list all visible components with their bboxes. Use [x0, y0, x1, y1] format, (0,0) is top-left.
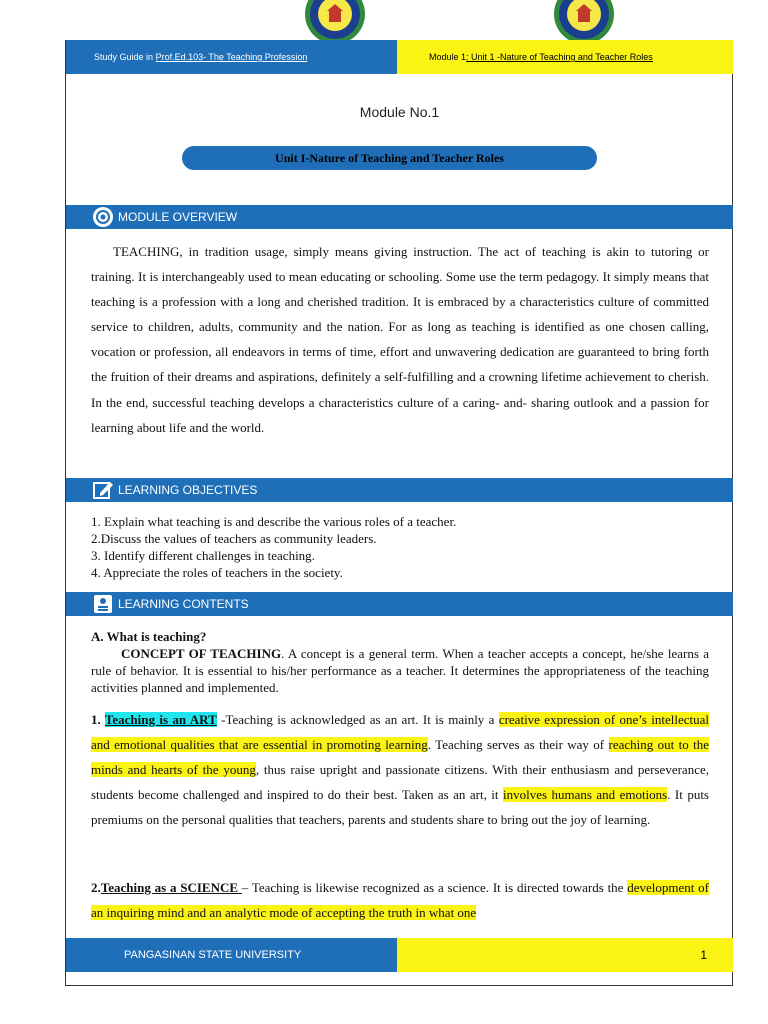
contents-intro: [91, 628, 709, 696]
document-list-icon: [92, 593, 114, 615]
module-number: Module No.1: [359, 104, 440, 120]
science-title: Teaching as a SCIENCE: [100, 880, 242, 895]
header-unit-link[interactable]: : Unit 1 -Nature of Teaching and Teacher Roles: [466, 52, 653, 62]
objective-item: 2.Discuss the values of teachers as community leaders.: [91, 531, 377, 546]
footer-university: PANGASINAN STATE UNIVERSITY: [66, 938, 397, 972]
section-bar-objectives: [66, 478, 733, 502]
header-module: [397, 40, 733, 74]
section-title-objectives: LEARNING OBJECTIVES: [118, 483, 258, 497]
edit-note-icon: [92, 479, 114, 501]
unit-title: Unit I-Nature of Teaching and Teacher Roles: [182, 146, 597, 170]
science-text-1: – Teaching is likewise recognized as a science. It is directed towards the: [241, 880, 628, 895]
objective-item: 1. Explain what teaching is and describe the various roles of a teacher.: [91, 514, 457, 529]
art-text-2: . Teaching serves as their way of: [427, 737, 609, 753]
section-bar-overview: [66, 205, 733, 229]
header-course: [66, 40, 397, 74]
heading-what-is-teaching: A. What is teaching?: [91, 629, 207, 644]
concept-text: . A concept is a general term. When a teacher accepts a concept, he/she learns a rule of behavior. It is essential to his/her performance as a teacher. It determines the appropriateness of the teaching activities planned and implemented.: [91, 646, 709, 695]
art-text-3: , thus raise upright and passionate citizens. With their enthusiasm and perseverance, students become challenged and inspired to do their best. Taken as an art, it: [91, 762, 709, 803]
art-highlight-2: reaching out to the minds and hearts of the young: [91, 737, 709, 778]
header-module-prefix: Module 1: [429, 52, 467, 62]
overview-text: TEACHING, in tradition usage, simply means giving instruction. The act of teaching is akin to tutoring or training. It is interchangeably used to mean educating or schooling. Some use the term pedagogy. It simply means that teaching is a profession with a long and cherished tradition. It is embraced by a characteristics culture of committed service to children, adults, community and the nation. For as long as teaching is identified as one chosen calling, vocation or profession, all endeavors in terms of time, effort and unwavering dedication are guaranteed to bring forth the fruition of their dreams and aspirations, definitely a self-fulfilling and a crowning lifetime achievement to cherish. In the end, successful teaching develops a characteristics culture of a caring- and- sharing outlook and a passion for learning about life and the world.: [91, 244, 709, 435]
page-number: 1: [397, 938, 733, 972]
art-paragraph: [91, 707, 709, 832]
concept-paragraph: [91, 645, 709, 696]
art-highlight-3: involves humans and emotions: [502, 787, 668, 803]
section-title-contents: LEARNING CONTENTS: [118, 597, 249, 611]
section-bar-contents: [66, 592, 733, 616]
art-number: 1.: [91, 712, 105, 727]
page-footer: [66, 938, 733, 972]
page-header: [66, 40, 733, 74]
header-course-link[interactable]: Prof.Ed.103- The Teaching Profession: [155, 52, 308, 62]
header-prefix: Study Guide in: [94, 52, 154, 62]
objective-item: 4. Appreciate the roles of teachers in the society.: [91, 565, 343, 580]
science-paragraph: [91, 875, 709, 925]
art-highlight-1: creative expression of one’s intellectual and emotional qualities that are essential in promoting learning: [91, 712, 710, 753]
objectives-list: [91, 513, 709, 581]
art-text-4: . It puts premiums on the personal qualities that teachers, parents and students share to bring out the joy of learning.: [91, 787, 709, 828]
search-badge-icon: [92, 206, 114, 228]
section-title-overview: MODULE OVERVIEW: [118, 210, 238, 224]
science-number: 2.: [91, 880, 101, 895]
art-title: Teaching is an ART: [104, 712, 217, 727]
art-text-1: -Teaching is acknowledged as an art. It is mainly a: [216, 712, 499, 727]
science-highlight-1: development of an inquiring mind and an analytic mode of accepting the truth in what one: [91, 880, 709, 921]
concept-label: CONCEPT OF TEACHING: [121, 646, 282, 661]
objective-item: 3. Identify different challenges in teaching.: [91, 548, 315, 563]
